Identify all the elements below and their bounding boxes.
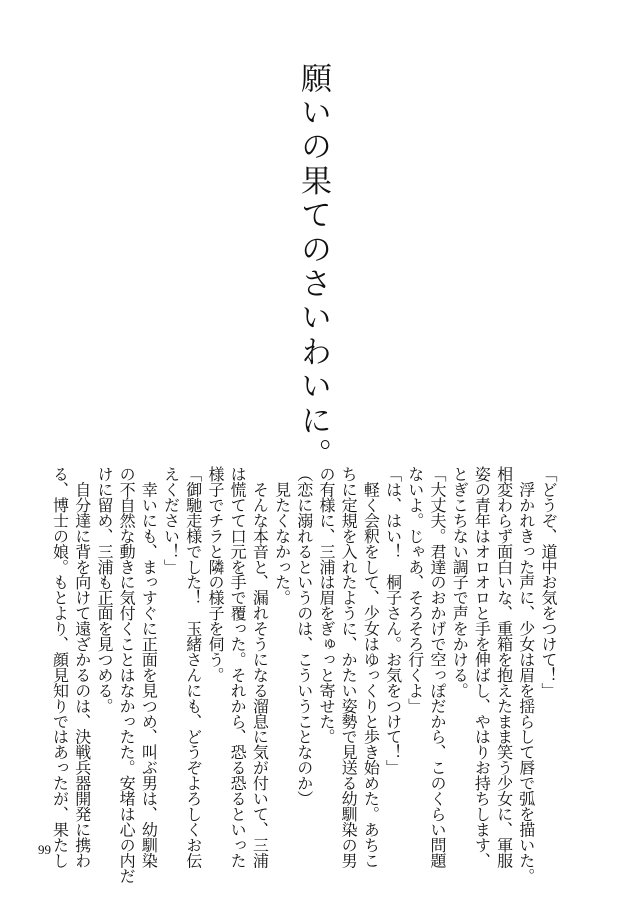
text-line: 「どうぞ、道中お気をつけて！」 xyxy=(539,466,558,698)
text-line: けに留め、三浦も正面を見つめる。 xyxy=(94,466,114,714)
page-number: 99 xyxy=(38,842,51,857)
text-line: の不自然な動きに気付くことはなかったた。安堵は心の内だ xyxy=(117,466,137,884)
text-line: 浮かれきった声に、少女は眉を揺らして唇で弧を描いた。 xyxy=(516,466,536,884)
text-line: 軽く会釈をして、少女はゆっくりと歩き始めた。あちこ xyxy=(361,466,381,868)
text-line: 「大丈夫。君達のおかげで空っぽだから、このくらい問題 xyxy=(427,466,447,868)
text-line: 相変わらず面白いな、重箱を抱えたまま笑う少女に、軍服 xyxy=(494,466,514,868)
text-line: ないよ。じゃあ、そろそろ行くよ」 xyxy=(405,466,425,714)
text-line: の有様に、三浦は眉をぎゅっと寄せた。 xyxy=(316,466,336,745)
text-line: ちに定規を入れたように、かたい姿勢で見送る幼馴染の男 xyxy=(339,466,359,868)
text-line: 自分達に背を向けて遠ざかるのは、決戦兵器開発に携わ xyxy=(72,466,92,868)
text-line: えください！」 xyxy=(161,466,181,575)
text-line: 姿の青年はオロオロと手を伸ばし、やはりお持ちします、 xyxy=(472,466,492,868)
chapter-title: 願いの果てのさいわいに。 xyxy=(295,62,331,473)
text-line: 「御馳走様でした！ 玉緒さんにも、どうぞよろしくお伝 xyxy=(183,466,203,868)
text-line: （恋に溺れるというのは、こういうことなのか） xyxy=(294,466,314,806)
text-line: そんな本音と、漏れそうになる溜息に気が付いて、三浦 xyxy=(250,466,270,868)
text-line: 見たくなかった。 xyxy=(272,466,292,606)
text-line: とぎこちない調子で声をかける。 xyxy=(450,466,470,698)
text-line: る、博士の娘。もとより、顔見知りではあったが、果たし xyxy=(50,466,70,868)
body-text xyxy=(50,466,559,884)
text-line: 幸いにも、まっすぐに正面を見つめ、叫ぶ男は、幼馴染 xyxy=(139,466,159,868)
text-line: は慌てて口元を手で覆った。それから、恐る恐るといった xyxy=(228,466,248,868)
text-line: 様子でチラと隣の様子を伺う。 xyxy=(205,466,225,683)
text-line: 「は、はい！ 桐子さん。お気をつけて！」 xyxy=(383,466,403,776)
